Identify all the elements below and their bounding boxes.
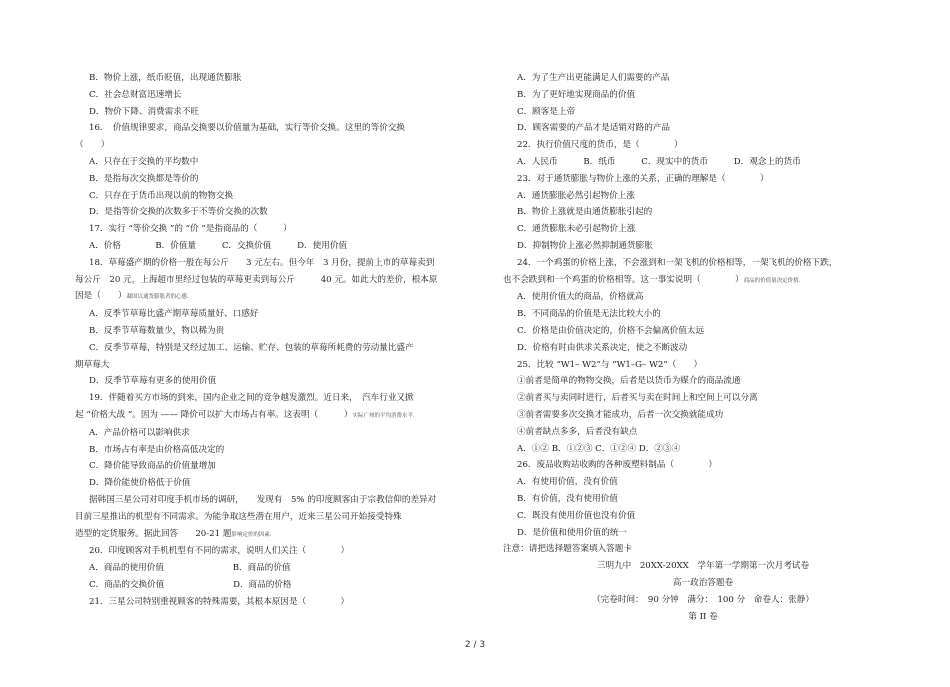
text-line xyxy=(75,373,475,390)
text-line xyxy=(503,272,903,290)
text-line xyxy=(503,457,903,474)
text-line xyxy=(75,390,475,407)
line-text: 因是（ ） xyxy=(75,291,127,302)
annotation-note: 影响定价的因素. xyxy=(231,531,272,538)
line-text: B．不同商品的价值是无法比较大小的 xyxy=(517,309,661,320)
text-line xyxy=(503,373,903,390)
line-text: 三明九中 20XX-20XX 学年第一学期第一次月考试卷 xyxy=(596,561,810,572)
line-text: A．①② B．①②③ C．①②④ D．②③④ xyxy=(517,443,681,454)
text-line xyxy=(75,87,475,104)
text-line xyxy=(503,204,903,221)
line-text: D．物价下降、消费需求不旺 xyxy=(89,106,200,117)
line-text: ①前者是简单的物物交换，后者是以货币为媒介的商品流通 xyxy=(517,376,741,387)
line-text: B．物价上涨，纸币贬值，出现通货膨胀 xyxy=(89,73,242,83)
text-line xyxy=(503,558,903,575)
line-text: C．社会总财富迅速增长 xyxy=(89,89,182,100)
text-line xyxy=(75,288,475,306)
line-text: D．价格有时由供求关系决定，使之不断波动 xyxy=(517,342,688,353)
line-text: C．既没有使用价值也没有价值 xyxy=(517,510,636,521)
text-line xyxy=(75,255,475,272)
line-text: 21．三星公司特别重视顾客的特殊需要，其根本原因是（ ） xyxy=(89,596,350,607)
line-text: 也不会跌到和一个鸡蛋的价格相等。这一事实说明（ ） xyxy=(503,274,744,285)
line-text: C．只存在于货币出现以前的物物交换 xyxy=(89,190,234,201)
line-text: 目前三星推出的机型有不同需求。为能争取这些潜在用户，近来三星公司开始接受特殊 xyxy=(75,511,402,522)
line-text: B．为了更好地实现商品的价值 xyxy=(517,89,636,100)
text-line xyxy=(75,171,475,188)
line-text: 19．伴随着买方市场的到来，国内企业之间的竞争越发激烈。近日来， 汽车行业又掀 xyxy=(89,393,414,404)
text-line xyxy=(503,541,903,558)
line-text: B．是指每次交换都是等价的 xyxy=(89,173,199,184)
text-line xyxy=(503,592,903,609)
line-text: A．使用价值大的商品，价格就高 xyxy=(517,292,644,303)
line-text: 注意：请把选择题答案填入答题卡 xyxy=(503,544,632,555)
line-text: C．降价能导致商品的价值量增加 xyxy=(89,461,216,472)
text-line xyxy=(503,609,903,626)
line-text: 16． 价值规律要求，商品交换要以价值量为基础，实行等价交换。这里的等价交换 xyxy=(89,123,406,134)
line-text: A．为了生产出更能满足人们需要的产品 xyxy=(517,73,670,83)
line-text: 造型的定货服务。据此回答 20-21 题 xyxy=(75,528,232,539)
text-line xyxy=(75,526,475,544)
line-text: D．是价值和使用价值的统一 xyxy=(517,527,628,538)
annotation-note: 商品的价值量决定价格. xyxy=(743,277,801,284)
line-text: C．顾客是上帝 xyxy=(517,106,576,117)
text-line xyxy=(75,425,475,442)
text-line xyxy=(503,104,903,121)
text-line xyxy=(75,306,475,323)
text-line xyxy=(75,577,475,594)
text-line xyxy=(503,525,903,542)
line-text: （完卷时间： 90 分钟 满分： 100 分 命卷人：张静） xyxy=(592,594,814,605)
text-line xyxy=(503,323,903,340)
text-line xyxy=(503,357,903,374)
line-text: A．只存在于交换的平均数中 xyxy=(89,156,199,167)
text-line xyxy=(75,188,475,205)
line-text: 第 II 卷 xyxy=(688,611,718,622)
line-text: B．有价值，没有使用价值 xyxy=(517,493,618,504)
line-text: 每公斤 20 元，上海超市里经过包装的草莓更卖到每公斤 40 元。如此大的差价，根本原 xyxy=(75,274,438,285)
line-text: C．价格是由价值决定的，价格不会偏离价值太远 xyxy=(517,325,705,336)
line-text: 26．废品收购站收购的各种废塑料制品（ ） xyxy=(517,460,717,471)
text-line xyxy=(503,289,903,306)
line-text: D．顾客需要的产品才是适销对路的产品 xyxy=(517,123,670,134)
annotation-note: 凝固以通货膨胀者的心態. xyxy=(126,294,189,301)
line-text: D．反季节草莓有更多的使用价值 xyxy=(89,376,217,387)
text-line xyxy=(503,575,903,592)
text-line xyxy=(75,137,475,154)
text-line xyxy=(75,272,475,289)
text-line xyxy=(75,340,475,357)
line-text: 24．一个鸡蛋的价格上涨，不会涨到和一架飞机的价格相等，一架飞机的价格下跌， xyxy=(517,257,838,268)
text-line xyxy=(75,357,475,374)
text-line xyxy=(75,104,475,121)
text-line xyxy=(503,491,903,508)
text-line xyxy=(503,87,903,104)
text-line xyxy=(503,70,903,87)
text-line xyxy=(75,509,475,526)
left-column xyxy=(75,70,475,611)
line-text: 据韩国三星公司对印度手机市场的调研， 发现有 5% 的印度顾客由于宗教信仰的差异对 xyxy=(89,494,437,505)
annotation-note: 实际广州的平均消费水平. xyxy=(352,412,415,419)
text-line xyxy=(503,255,903,272)
line-text: B．物价上涨就是由通货膨胀引起的 xyxy=(517,207,653,218)
line-text: （ ） xyxy=(75,140,110,151)
text-line xyxy=(75,120,475,137)
text-line xyxy=(503,137,903,154)
text-line xyxy=(503,407,903,424)
text-line xyxy=(75,154,475,171)
text-line xyxy=(503,238,903,255)
line-text: 22．执行价值尺度的货币，是（ ） xyxy=(517,140,683,151)
line-text: C．反季节草莓，特别是又经过加工、运输、贮存、包装的草莓所耗费的劳动量比盛产 xyxy=(89,342,414,353)
line-text: C．通货膨胀未必引起物价上涨 xyxy=(517,224,636,235)
text-line xyxy=(503,474,903,491)
line-text: 20．印度顾客对手机机型有不同的需求，说明人们关注（ ） xyxy=(89,546,350,557)
text-line xyxy=(503,221,903,238)
line-text: A．价格 B．价值量 C．交换价值 D．使用价值 xyxy=(89,240,348,251)
line-text: B．市场占有率是由价格高低决定的 xyxy=(89,444,225,455)
text-line xyxy=(503,306,903,323)
text-line xyxy=(75,323,475,340)
text-line xyxy=(503,171,903,188)
text-line xyxy=(75,594,475,611)
line-text: D．是指等价交换的次数多于不等价交换的次数 xyxy=(89,207,268,218)
line-text: B．反季节草莓数量少，物以稀为贵 xyxy=(89,325,225,336)
text-line xyxy=(503,154,903,171)
line-text: 18．草莓盛产期的价格一般在每公斤 3 元左右。但今年 3 月份，提前上市的草莓卖到 xyxy=(89,257,435,268)
text-line xyxy=(75,442,475,459)
text-line xyxy=(503,508,903,525)
text-line xyxy=(75,560,475,577)
line-text: A．商品的使用价值 B．商品的价值 xyxy=(89,563,291,574)
text-line xyxy=(503,441,903,458)
page-number: 2 / 3 xyxy=(464,640,486,650)
line-text: ③前者需要多次交换才能成功，后者一次交换就能成功 xyxy=(517,409,724,420)
line-text: ②前者买与卖同时进行，后者买与卖在时间上和空间上可以分离 xyxy=(517,393,758,404)
line-text: 25．比较 “W1– W2”与 “W1–G– W2”（ ） xyxy=(517,359,703,370)
line-text: 高一政治答题卷 xyxy=(672,577,734,588)
text-line xyxy=(75,492,475,509)
line-text: D．降价能使价格低于价值 xyxy=(89,478,191,489)
line-text: A．人民币 B．纸币 C．现实中的货币 D．观念上的货币 xyxy=(517,156,801,167)
line-text: A．通货膨胀必然引起物价上涨 xyxy=(517,190,635,201)
text-line xyxy=(503,340,903,357)
text-line xyxy=(503,188,903,205)
text-line xyxy=(75,475,475,492)
line-text: A．反季节草莓比盛产期草莓质量好、口感好 xyxy=(89,309,259,320)
right-column xyxy=(503,70,903,625)
text-line xyxy=(75,204,475,221)
line-text: A．产品价格可以影响供求 xyxy=(89,427,190,438)
text-line xyxy=(503,120,903,137)
text-line xyxy=(75,221,475,238)
line-text: 23．对于通货膨胀与物价上涨的关系，正确的理解是（ ） xyxy=(517,173,769,184)
line-text: C．商品的交换价值 D．商品的价格 xyxy=(89,579,292,590)
text-line xyxy=(75,458,475,475)
line-text: 17．实行 “等价交换 ”的 “价 ”是指商品的（ ） xyxy=(89,224,292,235)
line-text: A．有使用价值，没有价值 xyxy=(517,477,618,488)
text-line xyxy=(75,543,475,560)
line-text: 起 “价格大战 ”。因为 —— 降价可以扩大市场占有率。这表明（ ） xyxy=(75,409,353,420)
line-text: ④前者缺点多多，后者没有缺点 xyxy=(517,426,638,437)
text-line xyxy=(503,390,903,407)
text-line xyxy=(75,407,475,425)
text-line xyxy=(75,238,475,255)
text-line xyxy=(503,424,903,441)
line-text: 期草莓大 xyxy=(75,359,110,370)
line-text: D．抑制物价上涨必然抑制通货膨胀 xyxy=(517,240,653,251)
text-line xyxy=(75,70,475,87)
